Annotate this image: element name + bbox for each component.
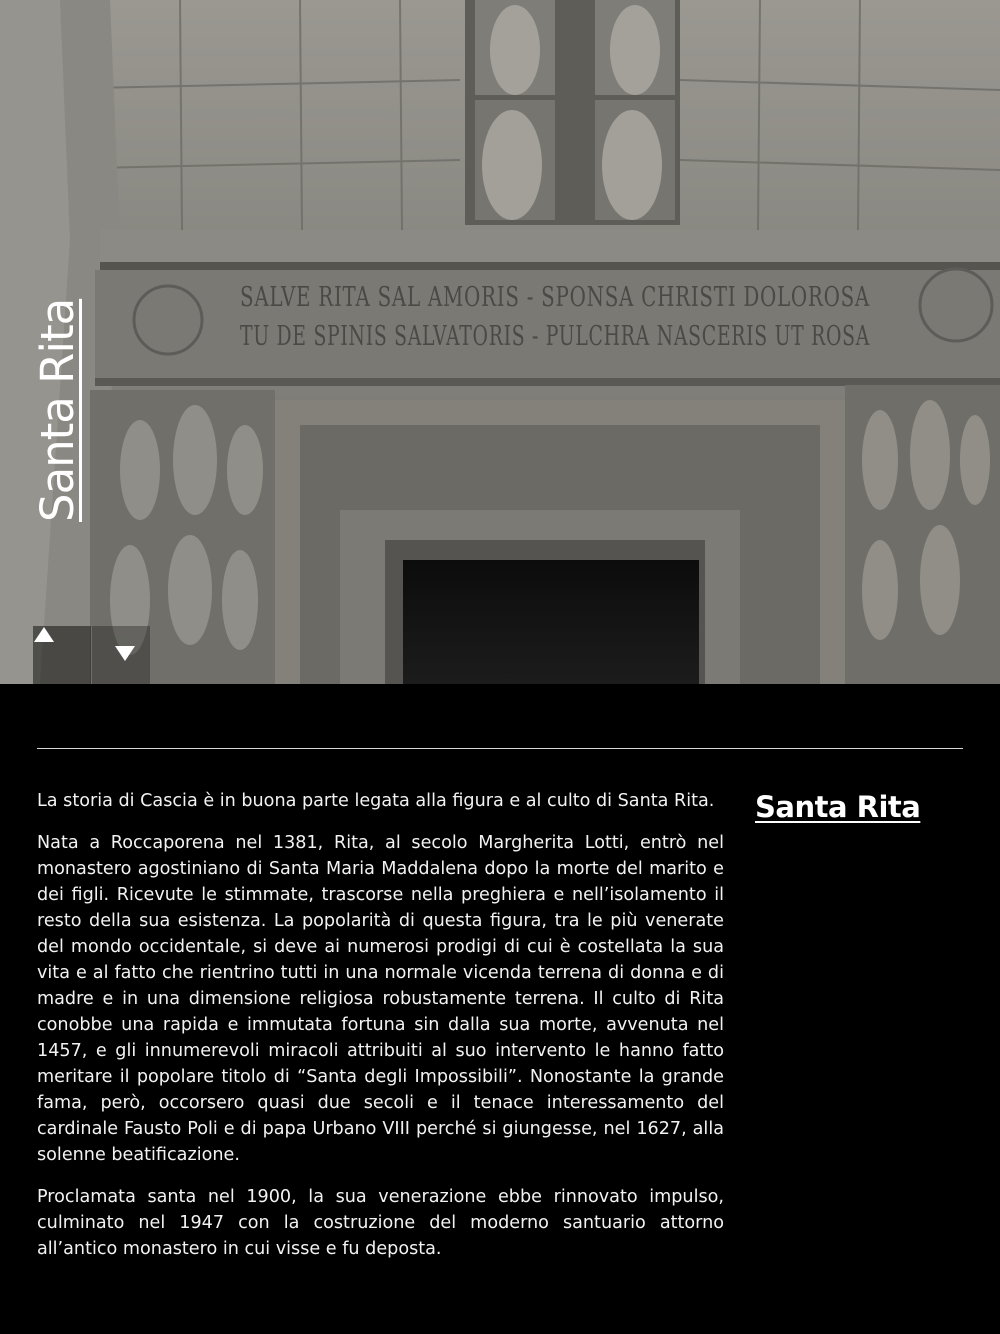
scroll-down-button[interactable] xyxy=(92,626,150,684)
inscription-line-1: SALVE RITA SAL AMORIS - SPONSA CHRISTI DOLOROSA xyxy=(240,282,870,313)
article-body xyxy=(37,788,724,1278)
inscription-line-2: TU DE SPINIS SALVATORIS - PULCHRA NASCERIS UT ROSA xyxy=(240,321,870,352)
scroll-up-button[interactable] xyxy=(33,626,91,684)
vertical-title: Santa Rita xyxy=(31,298,84,522)
article-paragraph: La storia di Cascia è in buona parte legata alla figura e al culto di Santa Rita. xyxy=(37,791,715,811)
article-paragraph: Nata a Roccaporena nel 1381, Rita, al secolo Margherita Lotti, entrò nel monastero agostiniano di Santa Maria Maddalena dopo la morte del marito e dei figli. Ricevute le stimmate, trascorse nella preghiera e nell’isolamento il resto della sua esistenza. La popolarità di questa figura, tra le più venerate del mondo occidentale, si deve ai numerosi prodigi di cui è costellata la sua vita e al fatto che rientrino tutti in una normale vicenda terrena di donna e di madre e in una dimensione religiosa robustamente terrena. Il culto di Rita conobbe una rapida e immutata fortuna sin dalla sua morte, avvenuta nel 1457, e gli innumerevoli miracoli attribuiti al suo intervento le hanno fatto meritare il popolare titolo di “Santa degli Impossibili”. Nonostante la grande fama, però, occorsero quasi due secoli e il tenace interessamento del cardinale Fausto Poli e di papa Urbano VIII perché si giungesse, nel 1627, alla solenne beatificazione. xyxy=(37,833,724,1165)
sidebar-title: Santa Rita xyxy=(755,790,921,824)
section-divider xyxy=(37,748,963,749)
article-paragraph: Proclamata santa nel 1900, la sua venerazione ebbe rinnovato impulso, culminato nel 1947 con la costruzione del moderno santuario attorno all’antico monastero in cui visse e fu deposta. xyxy=(37,1187,724,1259)
arrow-up-icon xyxy=(33,626,55,644)
arrow-down-icon xyxy=(114,644,136,662)
